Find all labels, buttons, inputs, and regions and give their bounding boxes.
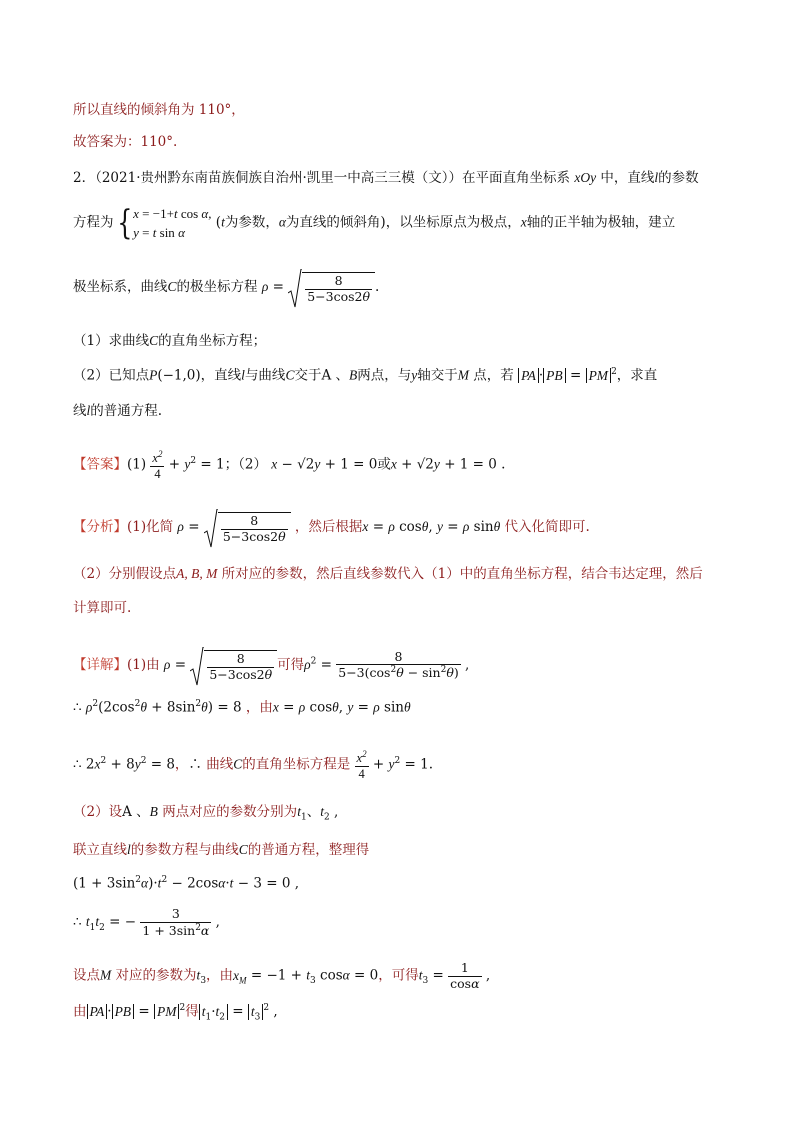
question-text: 极坐标系，曲线 <box>73 279 168 295</box>
question-2-line-3: 极坐标系，曲线C的极坐标方程 ρ = $\frac{8}{5-3\cos 2\theta}$ . <box>73 272 379 303</box>
question-text: 的极坐标方程 <box>176 279 258 295</box>
answer-line: 【答案】(1) $\frac{x^2}{4}$ + $y^2 = 1$；（2） x − √2y + 1 = 0或x + √2y + 1 = 0 . <box>73 449 506 481</box>
answer-text: ；（2） <box>224 456 267 473</box>
detail-text: 由 <box>73 1003 87 1020</box>
detail-line-3: ∴ $2x^2 + 8y^2 = 8$，∴ 曲线C的直角坐标方程是 $\frac{x^2}{4}$ + $y^2 = 1$. <box>73 749 434 781</box>
question-text: 点，若 <box>473 367 514 384</box>
detail-line-8: 设点M 对应的参数为$t_3$，由$x_M = -1 + t_3$ cosα = 0，可得$t_3$ = $\frac{1}{\cos\alpha}$ , <box>73 960 491 991</box>
detail-text: 对应的参数为 <box>115 967 197 984</box>
question-text: ，直线 <box>200 367 242 384</box>
question-text: 方程为 <box>73 214 114 231</box>
analysis-text: (1)化简 <box>127 519 174 535</box>
answer-text: (1) <box>127 456 147 473</box>
detail-line-5: 联立直线l的参数方程与曲线C的普通方程，整理得 <box>73 842 370 858</box>
question-text: 与曲线 <box>244 367 286 384</box>
detail-text: (1)由 <box>127 657 160 673</box>
analysis-text: （2）分别假设点 <box>73 566 177 582</box>
text-line-1: 所以直线的倾斜角为 110°， <box>73 102 245 118</box>
analysis-text: 所对应的参数，然后直线参数代入（1）中的直角坐标方程，结合韦达定理，然后 <box>221 566 703 582</box>
question-2-line-1: 2．（2021·贵州黔东南苗族侗族自治州·凯里一中高三三模（文））在平面直角坐标系 xOy 中，直线l的参数 <box>73 170 699 186</box>
question-text: 为直线的倾斜角)，以坐标原点为极点， <box>285 214 521 231</box>
detail-text: 的直角坐标方程是 <box>242 756 351 773</box>
brace-symbol: { <box>116 203 132 243</box>
detail-text: ，由 <box>245 699 273 716</box>
question-text: 轴的正半轴为极轴，建立 <box>526 214 676 231</box>
detail-line-1: 【详解】(1)由 ρ = $\frac{8}{5-3\cos 2\theta}$ 可得$\rho^2$ = $\frac{8}{5-3(\cos^2\theta - \sin^2\theta)}$ , <box>73 650 469 681</box>
question-text: ，求直 <box>616 367 658 384</box>
question-text: 的直角坐标方程； <box>158 333 267 349</box>
answer-tag: 【答案】 <box>73 456 127 473</box>
sqrt-expression: $\frac{8}{5-3\cos 2\theta}$ <box>288 272 375 303</box>
detail-text: 可得 <box>277 657 305 673</box>
question-source: （2021·贵州黔东南苗族侗族自治州·凯里一中高三三模（文）） <box>95 170 463 186</box>
detail-line-7: ∴ $t_1t_2$ = − $\frac{3}{1 + 3\sin^2\alpha}$ , <box>73 906 220 938</box>
question-2-line-2: 方程为{x = −1+t cos α, y = t sin α (t为参数，α为直线的倾斜角)，以坐标原点为极点，x轴的正半轴为极轴，建立 <box>73 203 676 243</box>
question-number: 2． <box>73 170 96 186</box>
analysis-text: ，然后根据 <box>294 519 363 535</box>
analysis-line-3: 计算即可. <box>73 600 132 616</box>
detail-text: 的普通方程，整理得 <box>247 842 370 858</box>
detail-text: ，由 <box>206 967 234 984</box>
question-text: 中，直线 <box>600 170 655 186</box>
detail-text: 两点对应的参数分别为 <box>162 804 298 820</box>
question-text: 的参数 <box>658 170 699 186</box>
detail-line-2: ∴ $\rho^2(2\cos^2\theta + 8\sin^2\theta) = 8$ ，由x = ρ cosθ, y = ρ sinθ <box>73 699 411 716</box>
detail-text: （2）设 <box>73 804 123 820</box>
question-text: 的普通方程. <box>90 403 163 419</box>
question-text: 线 <box>73 403 87 419</box>
detail-text: ，可得 <box>378 967 419 984</box>
parametric-system: x = −1+t cos α, y = t sin α <box>133 206 212 240</box>
part-1: （1）求曲线C的直角坐标方程； <box>73 333 267 349</box>
detail-line-4: （2）设A 、B 两点对应的参数分别为$t_1$、$t_2$ , <box>73 804 339 823</box>
part-2-line-2: 线l的普通方程. <box>73 403 163 419</box>
detail-text: ， <box>174 756 189 773</box>
question-text: 两点，与 <box>357 367 412 384</box>
analysis-text: 代入化简即可. <box>504 519 590 535</box>
detail-line-9: 由 PA · PB = PM $^2$得 $t_1\cdot t_2 = t_3^2$ , <box>73 1003 278 1023</box>
answer-text: 或 <box>377 456 391 473</box>
question-text: 交于 <box>294 367 322 384</box>
detail-text: 联立直线 <box>73 842 127 858</box>
detail-text: 设点 <box>73 967 100 984</box>
analysis-line-2: （2）分别假设点A, B, M 所对应的参数，然后直线参数代入（1）中的直角坐标方程，结合韦达定理，然后 <box>73 566 703 582</box>
analysis-line-1: 【分析】(1)化简 ρ = $\frac{8}{5-3\cos 2\theta}$ ，然后根据x = ρ cosθ, y = ρ sinθ 代入化简即可. <box>73 512 590 543</box>
question-text: 在平面直角坐标系 <box>462 170 571 186</box>
question-text: 轴交于 <box>417 367 458 384</box>
part-2-line-1: （2）已知点P(−1,0)，直线l与曲线C交于A 、B两点，与y轴交于M 点，若 PA · PB = PM $^2$，求直 <box>73 367 658 384</box>
question-text: （2）已知点 <box>73 367 150 384</box>
detail-line-6: $(1 + 3\sin^2\alpha)\cdot t^2 - 2\cos\alpha\cdot t - 3 = 0$ , <box>73 875 299 892</box>
text-line-2: 故答案为：110°. <box>73 134 178 150</box>
detail-text: 得 <box>185 1003 199 1020</box>
analysis-tag: 【分析】 <box>73 519 127 535</box>
detail-text: 的参数方程与曲线 <box>130 842 239 858</box>
detail-tag: 【详解】 <box>73 657 127 673</box>
question-text: （1）求曲线 <box>73 333 150 349</box>
detail-text: 曲线 <box>206 756 234 773</box>
question-text: 为参数， <box>224 214 279 231</box>
